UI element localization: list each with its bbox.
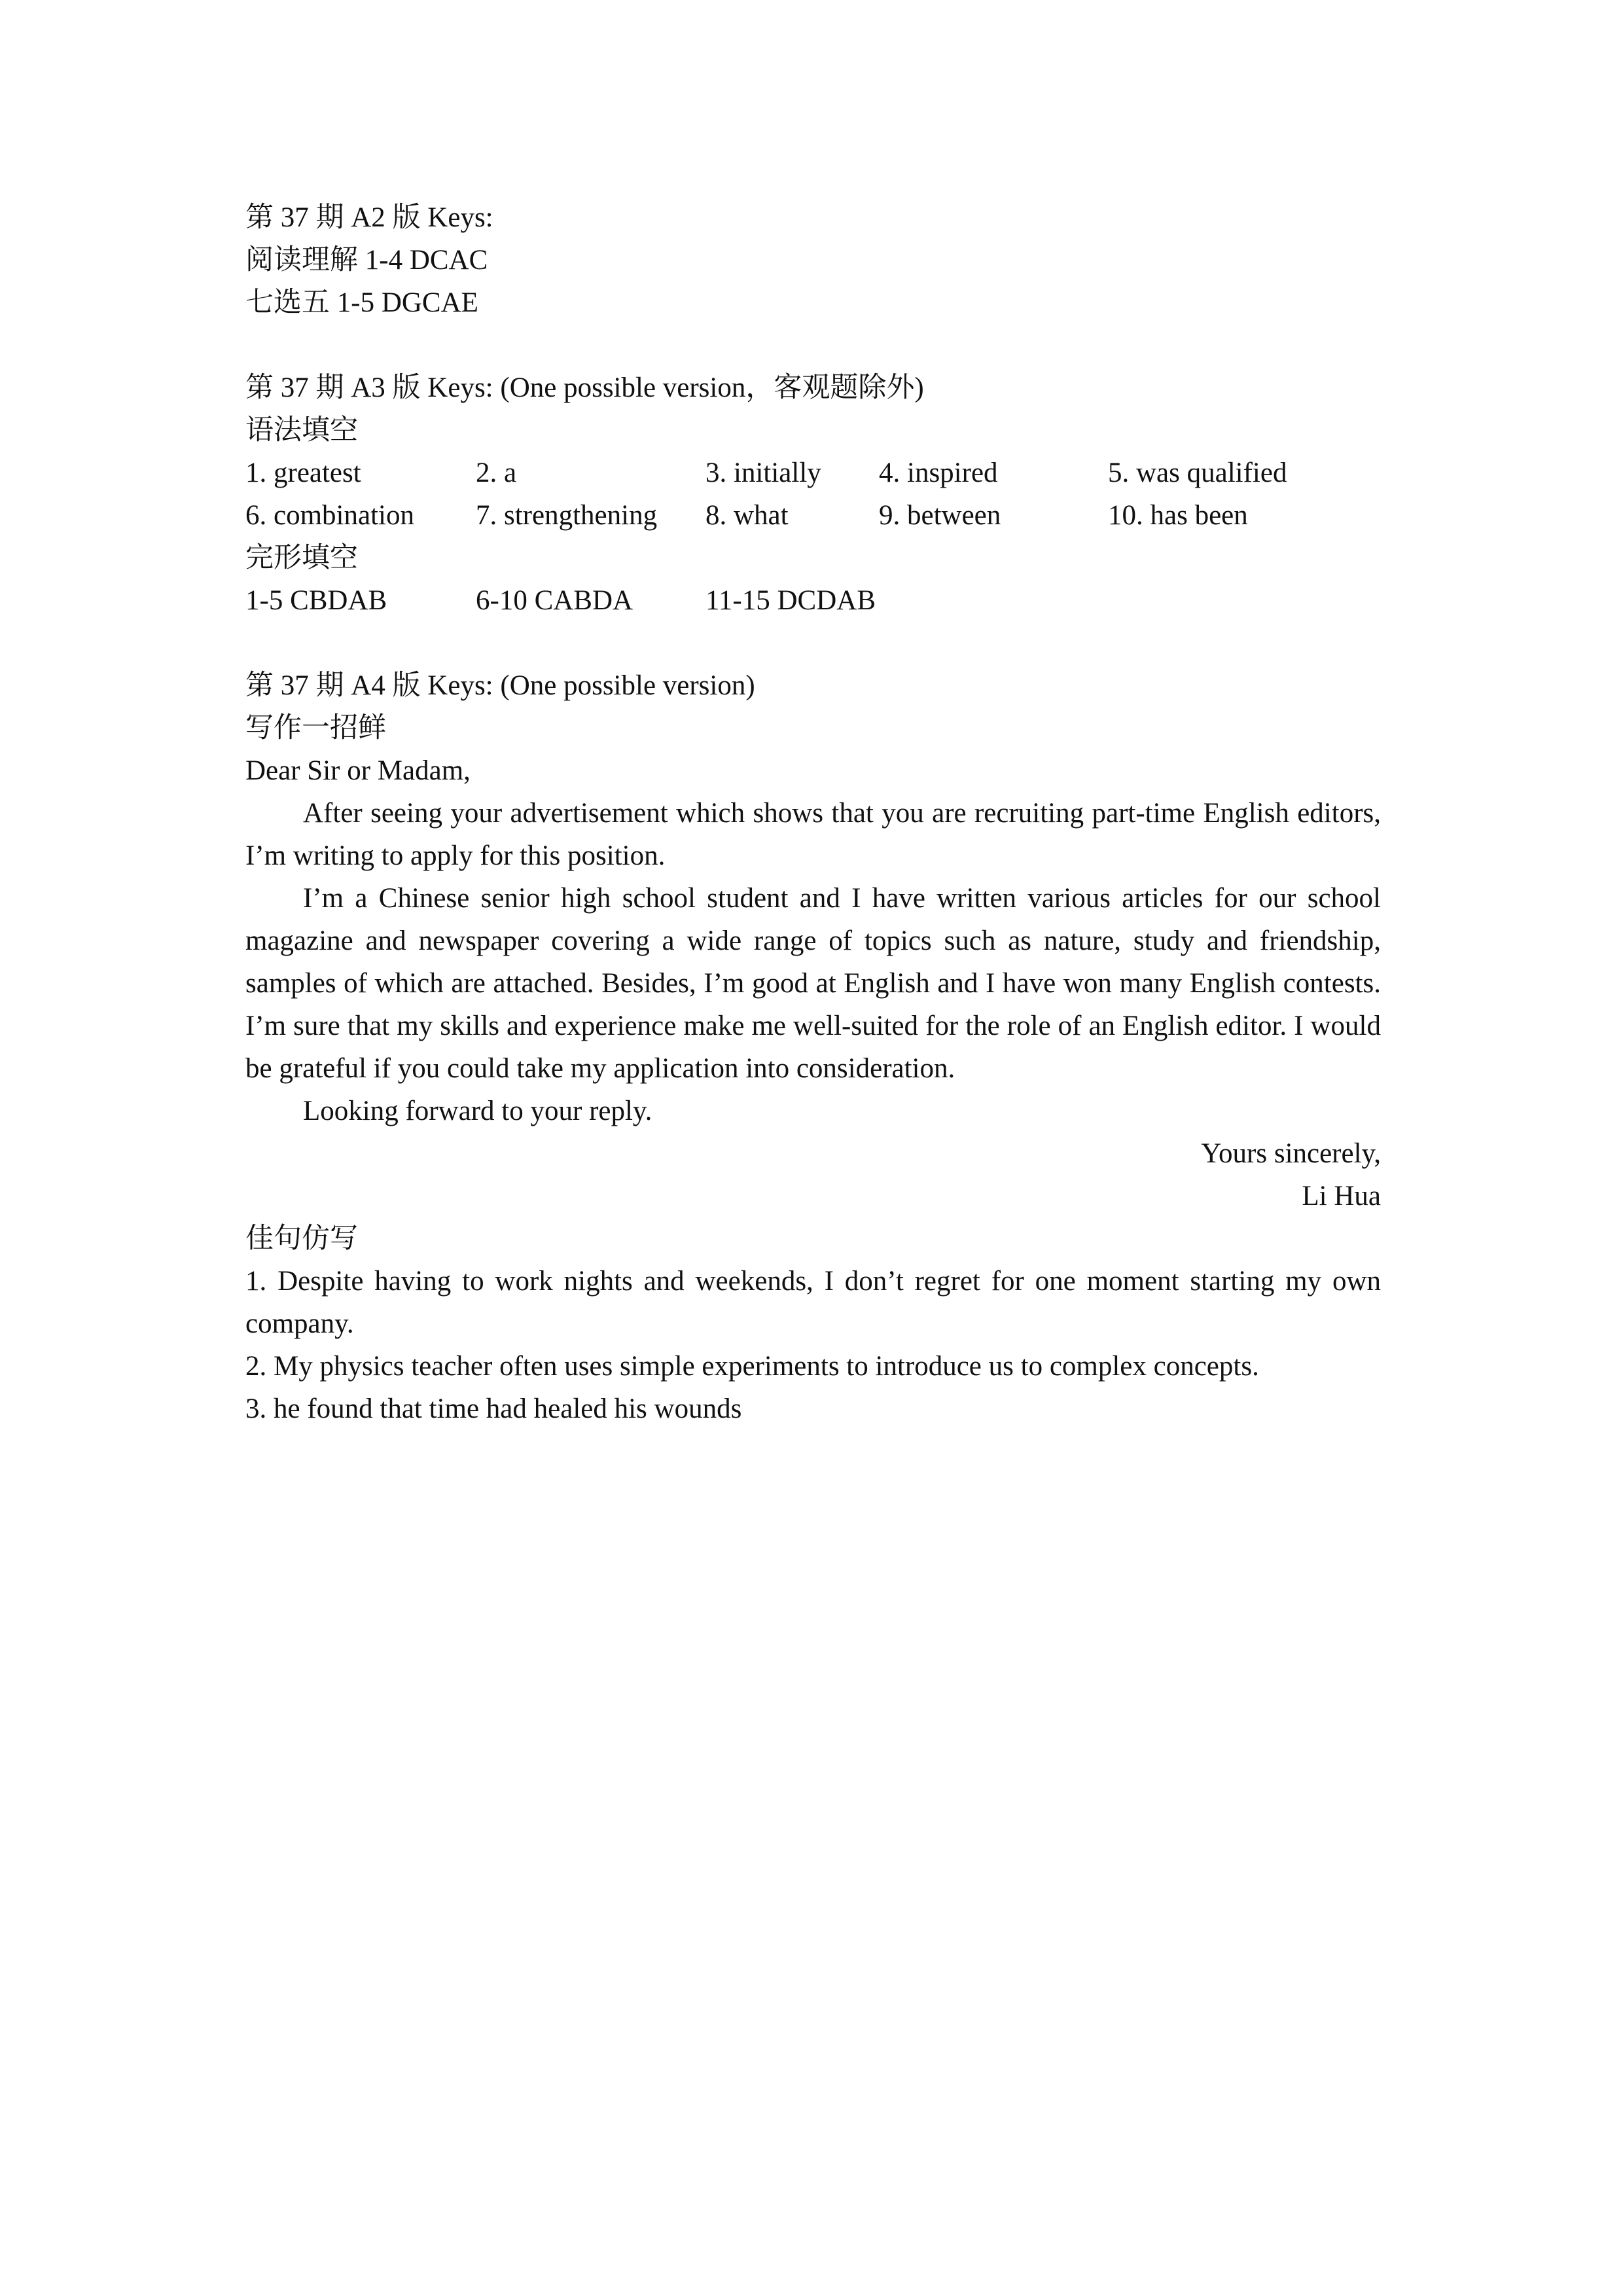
grammar-row-2 [245, 494, 1381, 537]
imitation-sentence-3: 3. he found that time had healed his wounds [245, 1393, 742, 1424]
letter-paragraph-3: Looking forward to your reply. [303, 1096, 652, 1126]
grammar-answer: 7. strengthening [476, 500, 658, 531]
letter-closing: Yours sincerely, [1201, 1138, 1381, 1169]
grammar-answer: 3. initially [705, 457, 821, 488]
a2-reading-answers: 阅读理解 1-4 DCAC [245, 245, 488, 276]
grammar-answer: 9. between [879, 500, 1001, 531]
grammar-answer: 8. what [705, 500, 789, 531]
a2-section-title: 第 37 期 A2 版 Keys: [245, 202, 493, 233]
grammar-answer: 1. greatest [245, 457, 361, 488]
answer-key-document [245, 196, 1381, 1430]
letter-paragraph-2: I’m a Chinese senior high school student and I have written various articles for our school magazine and newspaper covering a wide range of topics such as nature, study and friendship, samples of which are attached. Besides, I’m good at English and I have won many English contests. I’m sure that my skills and experience make me well-suited for the role of an English editor. I would be grateful if you could take my application into consideration. [245, 883, 1381, 1084]
imitation-sentence-2: 2. My physics teacher often uses simple experiments to introduce us to complex concepts. [245, 1351, 1259, 1382]
grammar-answer: 5. was qualified [1108, 457, 1287, 488]
cloze-answer: 11-15 DCDAB [705, 585, 876, 616]
grammar-row-1 [245, 452, 1381, 494]
cloze-answers-row [245, 579, 1381, 622]
writing-heading: 写作一招鲜 [245, 713, 386, 744]
grammar-heading: 语法填空 [245, 415, 358, 446]
cloze-heading: 完形填空 [245, 543, 358, 573]
grammar-answer: 4. inspired [879, 457, 998, 488]
letter-salutation: Dear Sir or Madam, [245, 755, 471, 786]
letter-paragraph-1: After seeing your advertisement which shows that you are recruiting part-time English editors, I’m writing to apply for this position. [245, 798, 1381, 871]
section-spacer [245, 324, 1381, 367]
cloze-answer: 6-10 CABDA [476, 585, 633, 616]
section-spacer [245, 622, 1381, 664]
a4-section-title: 第 37 期 A4 版 Keys: (One possible version) [245, 670, 755, 701]
a2-seven-choose-five-answers: 七选五 1-5 DGCAE [245, 287, 478, 318]
imitation-sentence-1: 1. Despite having to work nights and weekends, I don’t regret for one moment starting my own company. [245, 1266, 1381, 1339]
letter-signature: Li Hua [1302, 1181, 1381, 1211]
grammar-answer: 2. a [476, 457, 517, 488]
imitation-heading: 佳句仿写 [245, 1223, 358, 1254]
a3-section-title: 第 37 期 A3 版 Keys: (One possible version，客观题除外) [245, 372, 924, 403]
cloze-answer: 1-5 CBDAB [245, 585, 387, 616]
grammar-answer: 6. combination [245, 500, 414, 531]
grammar-answer: 10. has been [1108, 500, 1248, 531]
